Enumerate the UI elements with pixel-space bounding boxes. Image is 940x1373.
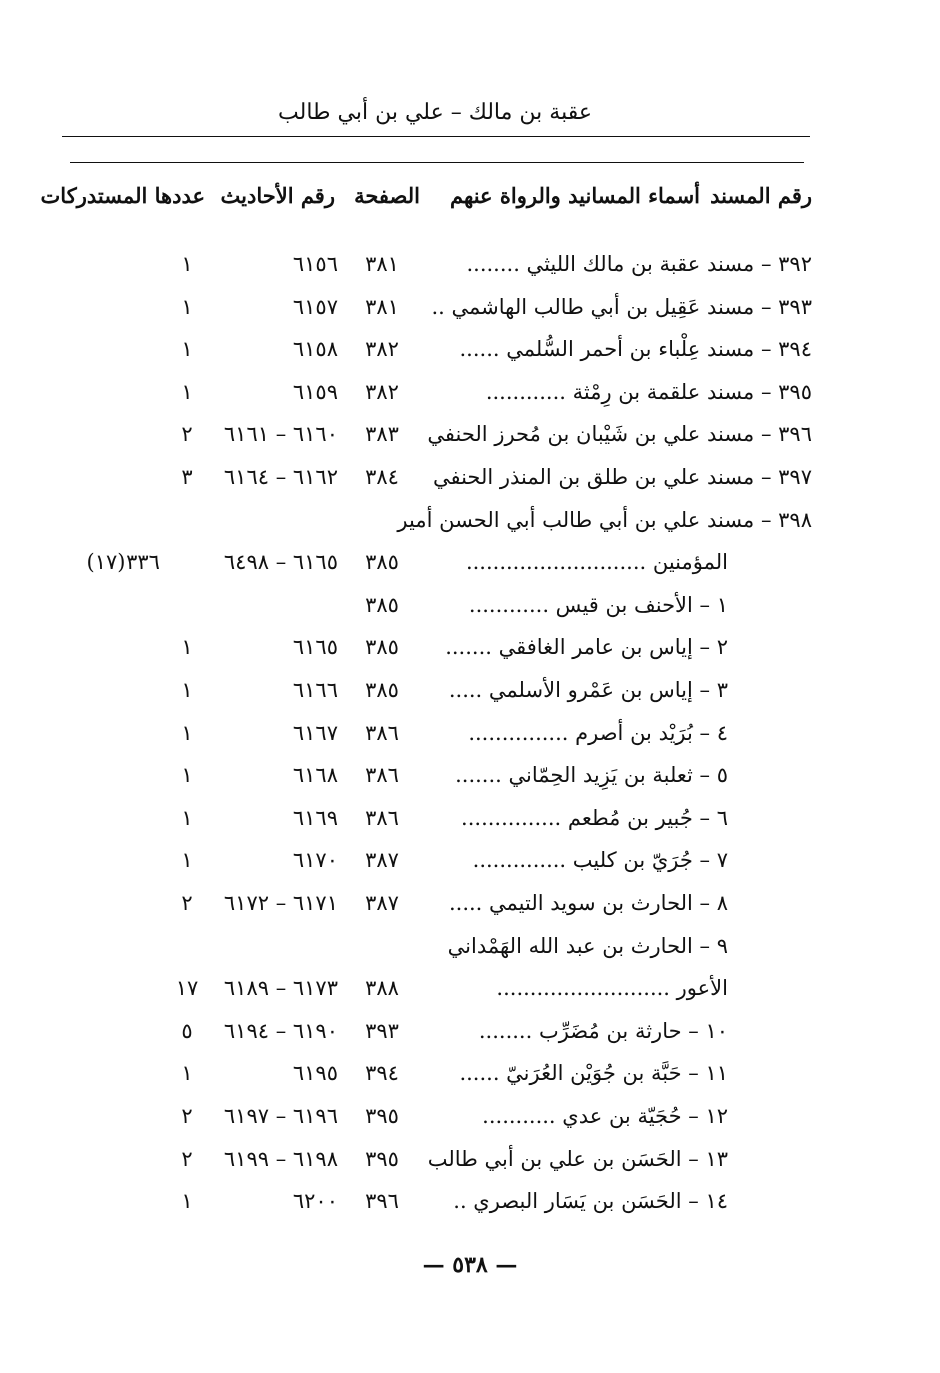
entry-page: ٣٩٤ — [365, 1061, 399, 1086]
entry-count: ١ — [181, 678, 193, 702]
table-row — [0, 848, 940, 890]
entry-name: ٦ – جُبير بن مُطعم ............... — [461, 805, 728, 830]
entry-count: ١ — [181, 337, 193, 362]
entry-hadith-range: ٦١٩٥ — [292, 1061, 338, 1086]
entry-hadith-range: ٦٢٠٠ — [292, 1189, 338, 1214]
entry-hadith-range: ٦١٧٠ — [292, 848, 338, 873]
entry-count: ١٧ — [175, 976, 199, 1001]
entry-page: ٣٩٣ — [365, 1018, 399, 1043]
table-row — [0, 1189, 940, 1231]
entry-name: ١٢ – حُجَيّة بن عدي ........... — [482, 1104, 728, 1128]
entry-page: ٣٨٢ — [365, 337, 399, 362]
table-row — [0, 422, 940, 464]
column-header-musnad-no: رقم المسند — [710, 183, 812, 208]
table-row — [0, 891, 940, 933]
entry-count: ١ — [181, 1189, 193, 1214]
entry-hadith-range: ٦١٦٥ — [292, 635, 338, 660]
entry-page: ٣٨٨ — [365, 976, 399, 1001]
entry-name: الأعور .......................... — [496, 976, 728, 1001]
table-row — [0, 550, 940, 592]
entry-page: ٣٨٦ — [365, 720, 399, 745]
running-head: عقبة بن مالك – علي بن أبي طالب — [278, 100, 592, 125]
entry-name: ١٣ – الحَسَن بن علي بن أبي طالب — [427, 1146, 728, 1171]
table-row — [0, 1104, 940, 1146]
entry-page: ٣٩٥ — [365, 1146, 399, 1171]
column-header-hadith-no: رقم الأحاديث — [220, 183, 335, 208]
entry-page: ٣٨١ — [365, 252, 399, 276]
entry-count: ١ — [181, 635, 193, 660]
entry-page: ٣٨٤ — [365, 465, 399, 489]
entry-page: ٣٨٧ — [365, 891, 399, 915]
entry-count: ١ — [181, 805, 193, 830]
table-row — [0, 295, 940, 337]
entry-count: ٢ — [181, 422, 193, 447]
entry-name: ٣٩٨ – مسند علي بن أبي طالب أبي الحسن أمير — [397, 507, 812, 532]
column-header-page: الصفحة — [354, 183, 420, 208]
entry-count: ٢ — [181, 891, 193, 915]
table-row — [0, 252, 940, 294]
entry-count: ٢ — [181, 1146, 193, 1171]
entry-name: ٢ – إياس بن عامر الغافقي ....... — [445, 635, 728, 660]
entry-hadith-range: ٦١٩٠ – ٦١٩٤ — [223, 1018, 338, 1043]
entry-name: ٧ – جُرَيّ بن كليب .............. — [472, 848, 728, 873]
table-row — [0, 976, 940, 1018]
table-row — [0, 721, 940, 763]
table-row — [0, 380, 940, 422]
entry-name: ٣٩٤ – مسند عِلْباء بن أحمر السُّلمي ...... — [459, 337, 812, 362]
entry-count: ٥ — [181, 1018, 193, 1043]
table-row — [0, 1147, 940, 1189]
entry-hadith-range: ٦١٦٥ – ٦٤٩٨ — [223, 550, 338, 575]
entry-name: ٣٩٣ – مسند عَقِيل بن أبي طالب الهاشمي .. — [431, 294, 812, 319]
table-row — [0, 635, 940, 677]
entry-hadith-range: ٦١٧٣ – ٦١٨٩ — [223, 976, 338, 1001]
entry-name: ٣٩٢ – مسند عقبة بن مالك الليثي ........ — [466, 252, 812, 276]
entry-count: ١ — [181, 763, 193, 788]
table-row — [0, 763, 940, 805]
entry-count: ١ — [181, 252, 193, 276]
entry-name: ٣٩٥ – مسند علقمة بن رِمْثة ............ — [485, 379, 812, 404]
entry-count: ٢ — [181, 1104, 193, 1128]
table-row — [0, 934, 940, 976]
entry-count: ٣٣٦ — [126, 550, 160, 575]
entry-page: ٣٨٧ — [365, 848, 399, 873]
table-row — [0, 1019, 940, 1061]
entry-name: ١ – الأحنف بن قيس ............ — [468, 592, 728, 617]
entry-name: ١٠ – حارثة بن مُضَرِّب ........ — [478, 1018, 728, 1043]
entry-count: ٣ — [181, 465, 193, 489]
entry-page: ٣٨٥ — [365, 678, 399, 702]
entry-mustadrak: (١٧) — [86, 550, 126, 575]
entry-name: ٨ – الحارث بن سويد التيمي ..... — [448, 891, 728, 915]
entry-name: ٣ – إياس بن عَمْرو الأسلمي ..... — [448, 678, 728, 702]
entry-hadith-range: ٦١٧١ – ٦١٧٢ — [223, 891, 338, 915]
entry-count: ١ — [181, 294, 193, 319]
table-row — [0, 508, 940, 550]
entry-hadith-range: ٦١٦٩ — [292, 805, 338, 830]
table-row — [0, 593, 940, 635]
entry-hadith-range: ٦١٥٩ — [292, 379, 338, 404]
entry-name: ٣٩٧ – مسند علي بن طلق بن المنذر الحنفي — [432, 465, 812, 489]
entry-page: ٣٨٥ — [365, 635, 399, 660]
entry-hadith-range: ٦١٦٦ — [292, 678, 338, 702]
entry-page: ٣٨١ — [365, 294, 399, 319]
entry-hadith-range: ٦١٦٠ – ٦١٦١ — [223, 422, 338, 447]
entry-page: ٣٨٦ — [365, 805, 399, 830]
header-rule — [62, 136, 810, 137]
column-header-count: عددها المستدركات — [40, 183, 205, 208]
entry-name: ٣٩٦ – مسند علي بن شَيْبان بن مُحرز الحنفي — [427, 422, 812, 447]
entry-name: ٤ – بُرَيْد بن أصرم ............... — [468, 720, 728, 745]
table-row — [0, 465, 940, 507]
entry-count: ١ — [181, 848, 193, 873]
page-number: — ٥٣٨ — — [422, 1252, 518, 1278]
entry-hadith-range: ٦١٦٧ — [292, 720, 338, 745]
table-row — [0, 806, 940, 848]
table-row — [0, 678, 940, 720]
entry-page: ٣٨٥ — [365, 550, 399, 575]
entry-page: ٣٨٣ — [365, 422, 399, 447]
entry-hadith-range: ٦١٦٨ — [292, 763, 338, 788]
entry-page: ٣٨٢ — [365, 379, 399, 404]
entry-name: المؤمنين ........................... — [465, 550, 728, 575]
header-rule-inner — [70, 162, 804, 163]
entry-hadith-range: ٦١٦٢ – ٦١٦٤ — [223, 465, 338, 489]
entry-page: ٣٨٥ — [365, 592, 399, 617]
entry-page: ٣٨٦ — [365, 763, 399, 788]
column-header-names: أسماء المسانيد والرواة عنهم — [450, 183, 700, 208]
entry-hadith-range: ٦١٩٦ – ٦١٩٧ — [223, 1104, 338, 1128]
table-row — [0, 337, 940, 379]
entry-hadith-range: ٦١٥٦ — [292, 252, 338, 276]
entry-name: ٩ – الحارث بن عبد الله الهَمْداني — [447, 933, 728, 958]
entry-hadith-range: ٦١٩٨ – ٦١٩٩ — [223, 1146, 338, 1171]
entry-hadith-range: ٦١٥٨ — [292, 337, 338, 362]
entry-page: ٣٩٦ — [365, 1189, 399, 1214]
entry-page: ٣٩٥ — [365, 1104, 399, 1128]
entry-count: ١ — [181, 379, 193, 404]
entry-count: ١ — [181, 720, 193, 745]
entry-name: ٥ – ثعلبة بن يَزِيد الحِمّاني ....... — [455, 763, 728, 788]
entry-count: ١ — [181, 1061, 193, 1086]
entry-name: ١١ – حَبَّة بن جُوَيْن العُرَنيّ ...... — [459, 1061, 728, 1086]
entry-name: ١٤ – الحَسَن بن يَسَار البصري .. — [453, 1189, 728, 1214]
table-row — [0, 1061, 940, 1103]
entry-hadith-range: ٦١٥٧ — [292, 294, 338, 319]
